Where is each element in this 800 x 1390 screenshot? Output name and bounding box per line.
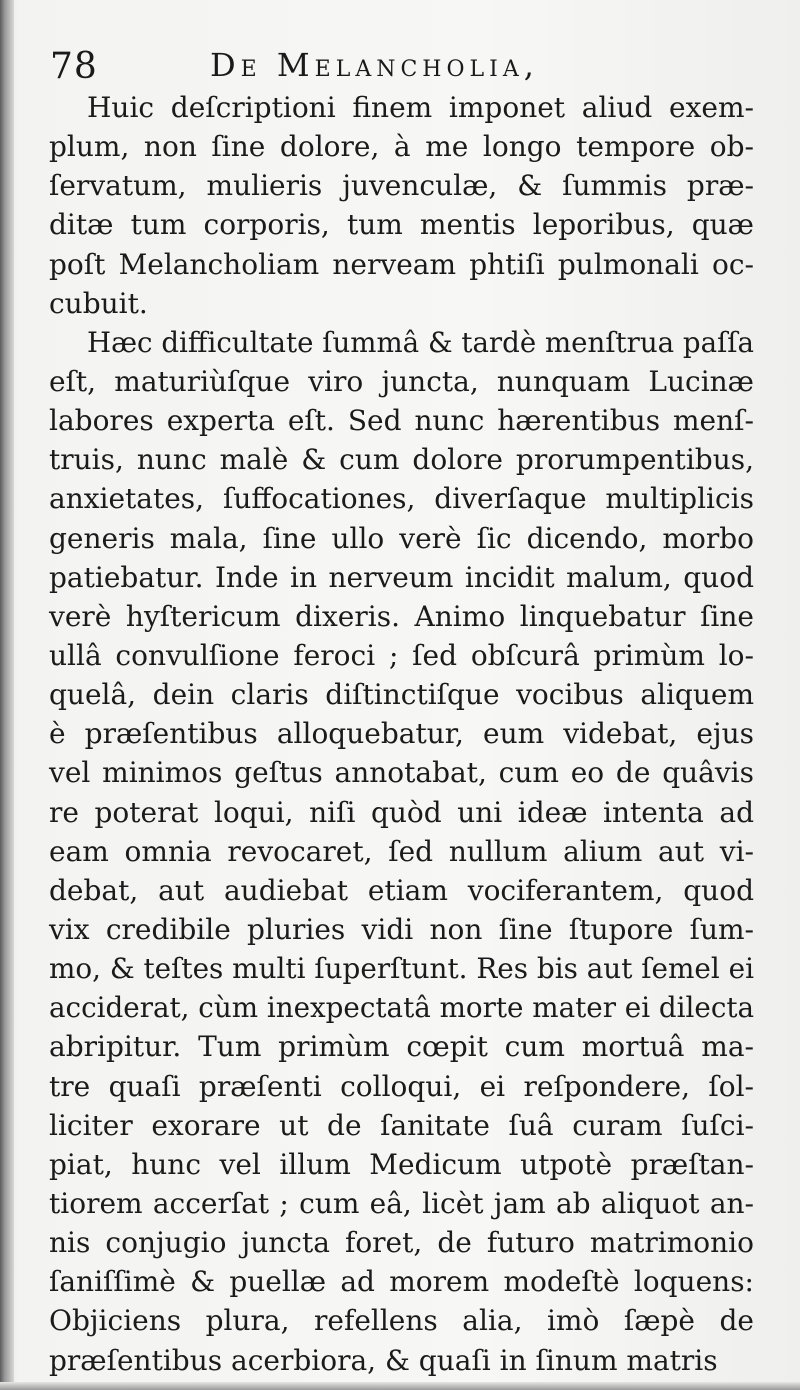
text-line: ullâ convulſione feroci ; ſed obſcurâ primùm lo- <box>49 638 754 672</box>
text-line: vix credibile pluries vidi non ſine ſtupore ſum- <box>49 912 754 946</box>
running-head: De Melancholia, <box>210 46 539 84</box>
text-line: eſt, maturiùſque viro juncta, nunquam Lucinæ <box>49 364 754 398</box>
text-line: generis mala, ſine ullo verè ſic dicendo, morbo <box>49 521 754 555</box>
text-line: tiorem accerſat ; cum eâ, licèt jam ab aliquot an- <box>49 1186 754 1220</box>
text-line: Hæc difficultate ſummâ & tardè menſtrua paſſa <box>87 325 754 359</box>
body-text <box>49 88 754 1380</box>
text-line: plum, non ſine dolore, à me longo tempore ob- <box>49 130 754 164</box>
text-line: debat, aut audiebat etiam vociferantem, quod <box>49 873 754 907</box>
text-line: quelâ, dein claris diſtinctiſque vocibus aliquem <box>49 678 754 712</box>
text-line: anxietates, ſuffocationes, diverſaque multiplicis <box>49 482 754 516</box>
page-number: 78 <box>50 46 98 87</box>
text-line: è præſentibus alloquebatur, eum videbat, ejus <box>49 717 754 751</box>
text-line: mo, & teſtes multi ſuperſtunt. Res bis aut ſemel ei <box>49 952 754 986</box>
text-line: ditæ tum corporis, tum mentis leporibus, quæ <box>49 208 754 242</box>
text-line: truis, nunc malè & cum dolore prorumpentibus, <box>49 443 754 477</box>
text-line: patiebatur. Inde in nerveum incidit malum, quod <box>49 560 754 594</box>
text-line: piat, hunc vel illum Medicum utpotè præſtan- <box>49 1147 754 1181</box>
text-line: acciderat, cùm inexpectatâ morte mater ei dilecta <box>49 991 755 1025</box>
text-line: abripitur. Tum primùm cœpit cum mortuâ ma- <box>49 1030 754 1064</box>
page-gutter-shadow <box>0 0 14 1390</box>
page-bottom-edge <box>0 1382 800 1390</box>
text-line: labores experta eſt. Sed nunc hærentibus menſ- <box>49 404 754 438</box>
text-line: ſervatum, mulieris juvenculæ, & ſummis præ- <box>49 169 754 203</box>
text-line: præſentibus acerbiora, & quaſi in ſinum matris <box>49 1343 718 1377</box>
page-header <box>50 38 750 88</box>
text-line: poſt Melancholiam nerveam phtiſi pulmonali oc- <box>49 247 754 281</box>
text-line: verè hyſtericum dixeris. Animo linquebatur ſine <box>49 599 754 633</box>
text-line: re poterat loqui, niſi quòd uni ideæ intenta ad <box>49 795 754 829</box>
text-line: eam omnia revocaret, ſed nullum alium aut vi- <box>49 834 754 868</box>
text-line: tre quaſi præſenti colloqui, ei reſpondere, ſol- <box>49 1069 754 1103</box>
text-line: ſaniſſimè & puellæ ad morem modeſtè loquens: <box>49 1265 754 1299</box>
text-line: Huic deſcriptioni finem imponet aliud exem- <box>87 91 754 124</box>
text-line: Objiciens plura, refellens alia, imò ſæpè de <box>49 1304 754 1338</box>
text-line: vel minimos geſtus annotabat, cum eo de quâvis <box>49 756 754 790</box>
text-line: nis conjugio juncta foret, de futuro matrimonio <box>49 1226 754 1260</box>
text-line: liciter exorare ut de ſanitate ſuâ curam ſuſci- <box>49 1108 754 1142</box>
text-line: cubuit. <box>49 286 148 320</box>
